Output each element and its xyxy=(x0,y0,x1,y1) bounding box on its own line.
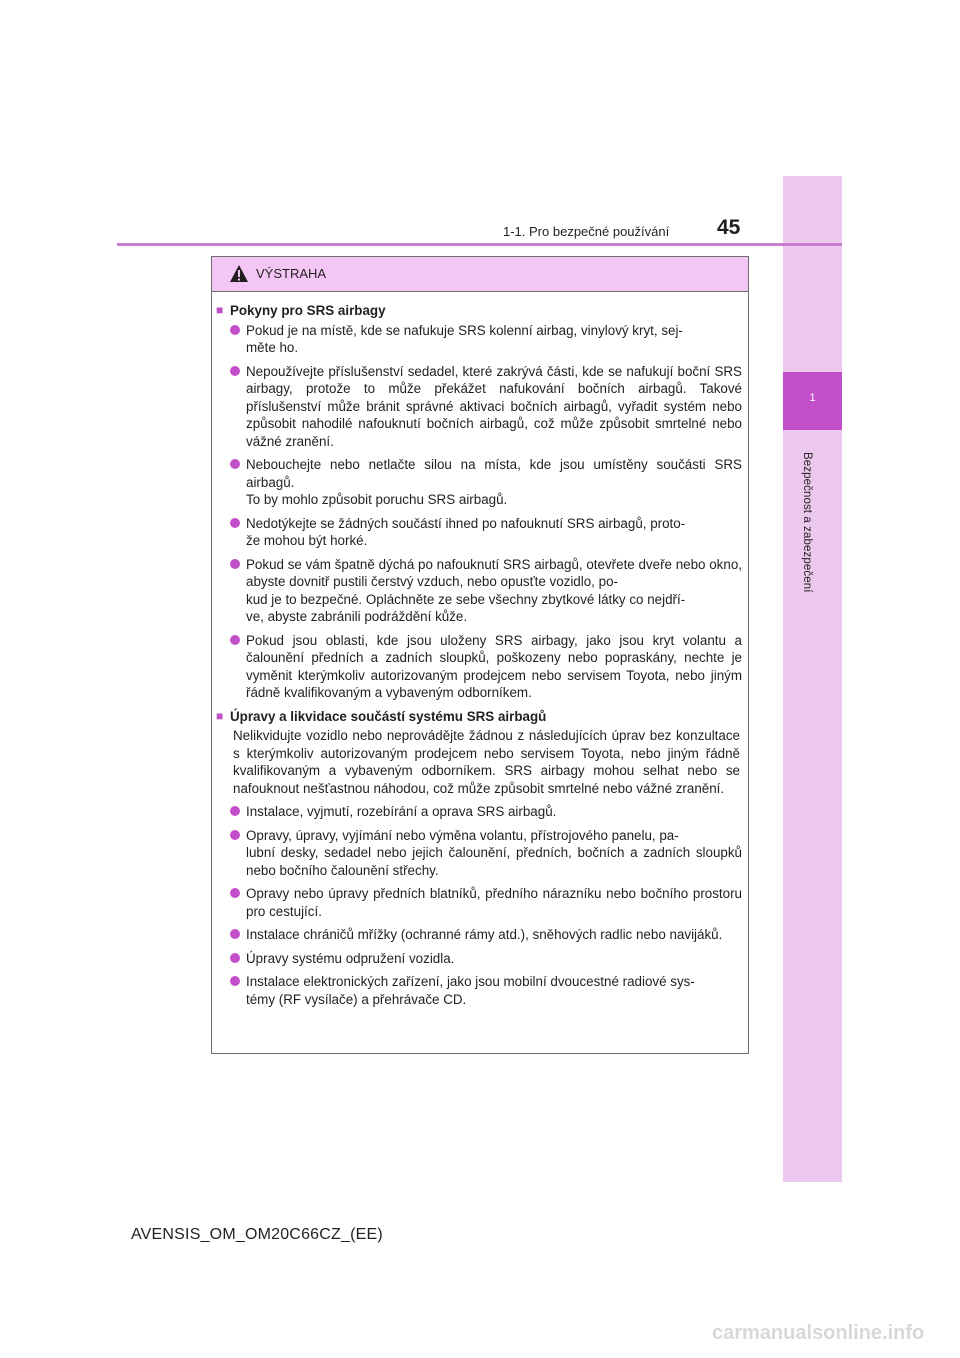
bullet-dot-icon xyxy=(230,929,240,939)
bullet-dot-icon xyxy=(230,518,240,528)
bullet-dot-icon xyxy=(230,830,240,840)
list-item-text: Opravy nebo úpravy předních blatníků, předního nárazníku nebo bočního prostoru pro cestující. xyxy=(246,886,742,919)
list-item xyxy=(230,456,742,509)
chapter-tab[interactable] xyxy=(783,372,842,430)
warning-icon xyxy=(229,264,249,283)
side-strip xyxy=(783,176,842,1182)
list-item xyxy=(230,363,742,451)
footer-code: AVENSIS_OM_OM20C66CZ_(EE) xyxy=(131,1226,383,1243)
list-item xyxy=(230,515,742,550)
list-item-text: Nepoužívejte příslušenství sedadel, které zakrývá části, kde se nafukují boční SRS airbagy, protože to může překážet nafukování bočních airbagů. Takové příslušenství může bránit správné aktivaci bočních airbagů, vyřadit systém nebo způsobit nahodilé nafouknutí bočních airbagů, což může způsobit smrtelné nebo vážné zranění. xyxy=(246,363,742,449)
bullet-dot-icon xyxy=(230,325,240,335)
bullet-dot-icon xyxy=(230,976,240,986)
section-heading xyxy=(216,302,742,320)
list-item xyxy=(230,322,742,357)
list-item-text: Instalace, vyjmutí, rozebírání a oprava SRS airbagů. xyxy=(246,804,557,819)
list-item xyxy=(230,803,742,821)
list-item-text: Pokud jsou oblasti, kde jsou uloženy SRS airbagy, jako jsou kryt volantu a čalounění předních a zadních sloupků, poškozeny nebo popraskány, nechte je vyměnit kterýmkoliv autorizovaným prodejcem nebo servisem Toyota, nebo jiným řádně kvalifikovaným a vybaveným odborníkem. xyxy=(246,632,742,700)
bullet-dot-icon xyxy=(230,366,240,376)
square-bullet-icon: ■ xyxy=(216,303,224,317)
list-item xyxy=(230,885,742,920)
list-item xyxy=(230,973,742,1008)
warning-body xyxy=(212,292,748,1008)
warning-box xyxy=(211,256,749,1054)
list-item-text: Úpravy systému odpružení vozidla. xyxy=(246,950,455,966)
bullet-dot-icon xyxy=(230,953,240,963)
section-heading-text: Úpravy a likvidace součástí systému SRS airbagů xyxy=(230,708,547,724)
section-label: 1-1. Pro bezpečné používání xyxy=(503,224,670,239)
list-item-text: Pokud se vám špatně dýchá po nafouknutí SRS airbagů, otevřete dveře nebo okno, abyste dovnitř pustili čerstvý vzduch, nebo opusťte vozidlo, po- kud je to bezpečné. Opláchněte ze sebe všechny zbytkové látky co nejdří- ve, abyste zabránili podráždění kůže. xyxy=(246,556,742,624)
bullet-dot-icon xyxy=(230,559,240,569)
list-item-text: Instalace chráničů mřížky (ochranné rámy atd.), sněhových radlic nebo navijáků. xyxy=(246,927,723,942)
section-intro: Nelikvidujte vozidlo nebo neprovádějte žádnou z následujících úprav bez konzultace s kterýmkoliv autorizovaným prodejcem nebo servisem Toyota, nebo jiným řádně kvalifikovaným a vybaveným odborníkem. SRS airbagy mohou selhat nebo se nafouknout nešťastnou náhodou, což může způsobit smrtelné nebo vážné zranění. xyxy=(233,728,740,796)
list-item xyxy=(230,926,742,944)
square-bullet-icon: ■ xyxy=(216,708,224,723)
list-item xyxy=(230,950,742,968)
chapter-title: Bezpečnost a zabezpečení xyxy=(801,452,813,593)
section-heading xyxy=(216,708,742,726)
list-item xyxy=(230,556,742,626)
list-item-text: Pokud je na místě, kde se nafukuje SRS kolenní airbag, vinylový kryt, sej- měte ho. xyxy=(246,322,683,355)
list-item-text: Nedotýkejte se žádných součástí ihned po nafouknutí SRS airbagů, proto- že mohou být horké. xyxy=(246,515,686,548)
warning-header xyxy=(212,257,748,292)
section-heading-text: Pokyny pro SRS airbagy xyxy=(230,303,386,318)
bullet-dot-icon xyxy=(230,806,240,816)
list-item xyxy=(230,827,742,880)
bullet-dot-icon xyxy=(230,888,240,898)
bullet-dot-icon xyxy=(230,635,240,645)
list-item-text: Nebouchejte nebo netlačte silou na místa, kde jsou umístěny součásti SRS airbagů. To by mohlo způsobit poruchu SRS airbagů. xyxy=(246,457,742,507)
bullet-dot-icon xyxy=(230,459,240,469)
list-item-text: Opravy, úpravy, vyjímání nebo výměna volantu, přístrojového panelu, pa- lubní desky, sedadel nebo jejich čalounění, předních, bočních a zadních sloupků nebo bočního čalounění střechy. xyxy=(246,827,742,878)
page-number: 45 xyxy=(717,216,741,239)
list-item xyxy=(230,632,742,702)
chapter-number: 1 xyxy=(809,392,816,404)
watermark: carmanualsonline.info xyxy=(712,1322,925,1344)
warning-title: VÝSTRAHA xyxy=(256,266,327,281)
list-item-text: Instalace elektronických zařízení, jako jsou mobilní dvoucestné radiové sys- témy (RF vysílače) a přehrávače CD. xyxy=(246,974,695,1007)
header-rule xyxy=(117,243,842,246)
